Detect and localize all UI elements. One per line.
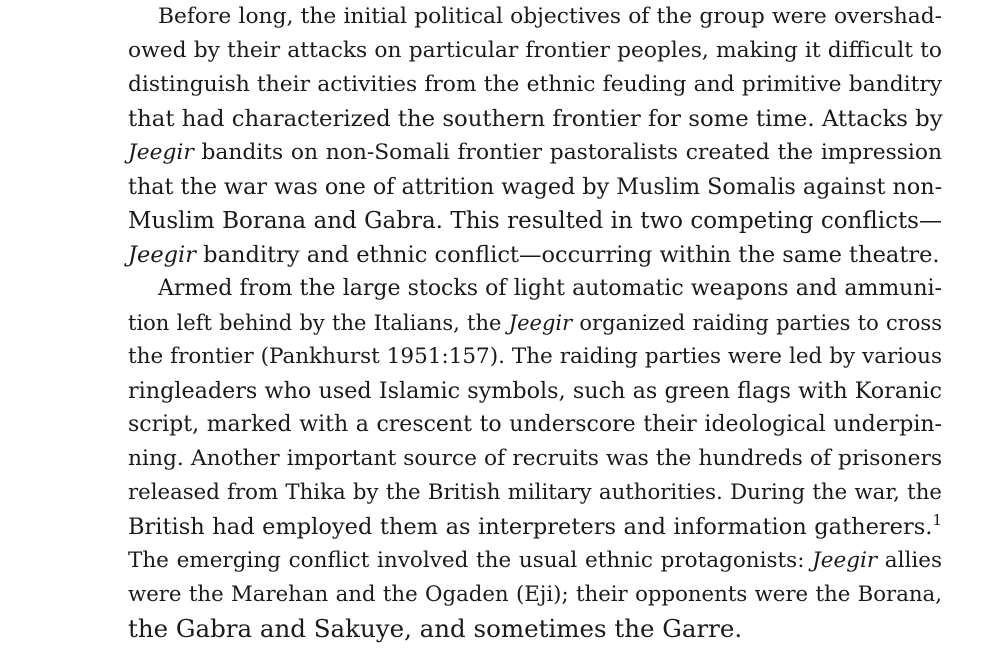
p2-line-1: Armed from the large stocks of light automatic weapons and ammuni- <box>158 276 942 301</box>
italic-term-jeegir: Jeegir <box>508 311 573 335</box>
footnote-marker[interactable]: 1 <box>932 511 942 529</box>
p1-line-4: that had characterized the southern frontier for some time. Attacks by <box>128 106 943 132</box>
p2-line-8: British had employed them as interpreters and information gatherers.$^1$ <box>128 511 942 540</box>
italic-term-jeegir: Jeegir <box>812 548 878 573</box>
p2-line-9: The emerging conflict involved the usual ethnic protagonists: Jeegir allies <box>128 548 942 573</box>
p2-line-3: the frontier (Pankhurst 1951:157). The raiding parties were led by various <box>128 344 942 369</box>
p1-line-5: Jeegir bandits on non-Somali frontier pastoralists created the impression <box>128 140 942 165</box>
p2-line-11: the Gabra and Sakuye, and sometimes the Garre. <box>128 614 743 643</box>
p1-line-8: Jeegir banditry and ethnic conflict—occurring within the same theatre. <box>128 242 940 268</box>
p2-line-2: tion left behind by the Italians, the Jeegir organized raiding parties to cross <box>128 311 942 335</box>
p2-line-7: released from Thika by the British military authorities. During the war, the <box>128 480 942 505</box>
p2-line-6: ning. Another important source of recruits was the hundreds of prisoners <box>128 446 942 471</box>
italic-term-jeegir: Jeegir <box>128 140 194 165</box>
p1-line-1: Before long, the initial political objectives of the group were overshad- <box>158 4 942 29</box>
italic-term-jeegir: Jeegir <box>128 242 197 268</box>
p2-line-10: were the Marehan and the Ogaden (Eji); their opponents were the Borana, <box>128 582 942 607</box>
p1-line-7: Muslim Borana and Gabra. This resulted in two competing conflicts— <box>128 208 942 234</box>
p1-line-6: that the war was one of attrition waged by Muslim Somalis against non- <box>128 174 943 200</box>
p1-line-3: distinguish their activities from the ethnic feuding and primitive banditry <box>128 72 942 97</box>
p1-line-2: owed by their attacks on particular frontier peoples, making it difficult to <box>128 38 942 63</box>
p2-line-5: script, marked with a crescent to underscore their ideological underpin- <box>128 412 942 437</box>
p2-line-4: ringleaders who used Islamic symbols, such as green flags with Koranic <box>128 378 942 404</box>
